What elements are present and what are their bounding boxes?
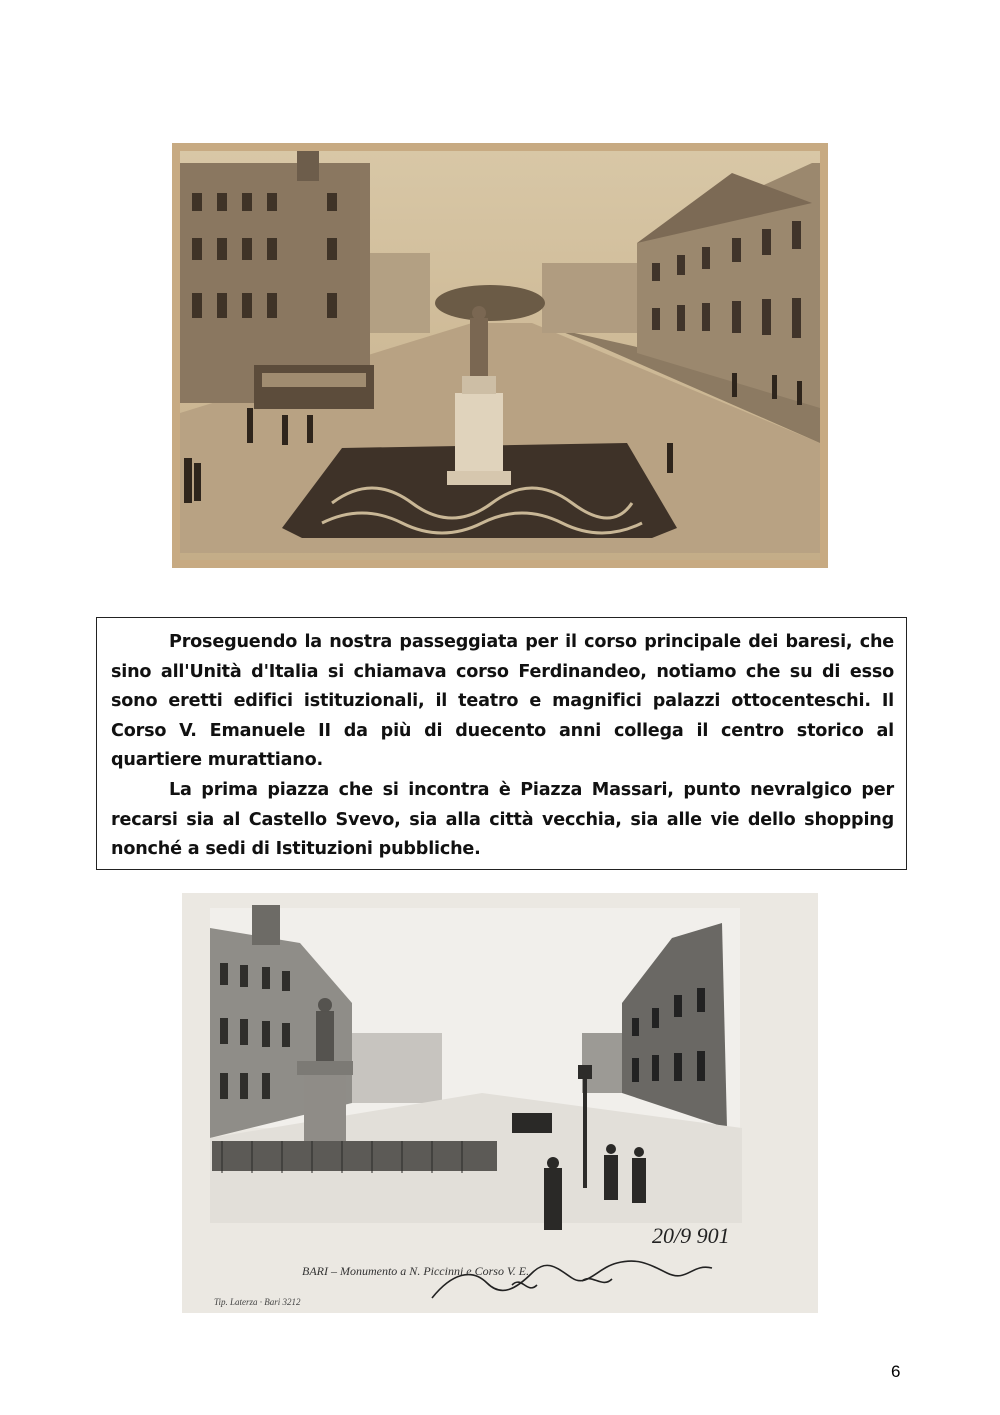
printer-text: Tip. Laterza · Bari 3212 [214,1297,301,1307]
handwritten-date: 20/9 901 [652,1223,730,1248]
postcard-photo-bottom [182,893,818,1313]
postcard-photo-top [172,143,828,568]
trees [435,285,545,321]
paragraph-2: La prima piazza che si incontra è Piazza Massari, punto nevralgico per recarsi sia al Castello Svevo, sia alla città vecchia, sia alle vie dello shopping nonché a sedi di Istituzioni pubbliche. [111,779,894,860]
postcard-caption: BARI – Monumento a N. Piccinni e Corso V. E. [302,1264,530,1278]
page-number: 6 [891,1362,901,1381]
paragraph-1: Proseguendo la nostra passeggiata per il corso principale dei baresi, che sino all'Unità d'Italia si chiamava corso Ferdinandeo, notiamo che su di esso sono eretti edifici istituzionali, il teatro e magnifici palazzi ottocenteschi. Il Corso V. Emanuele II da più di duecento anni collega il centro storico al quartiere murattiano. [111,632,894,771]
garden-railing [212,1141,497,1171]
text-box [96,617,907,870]
